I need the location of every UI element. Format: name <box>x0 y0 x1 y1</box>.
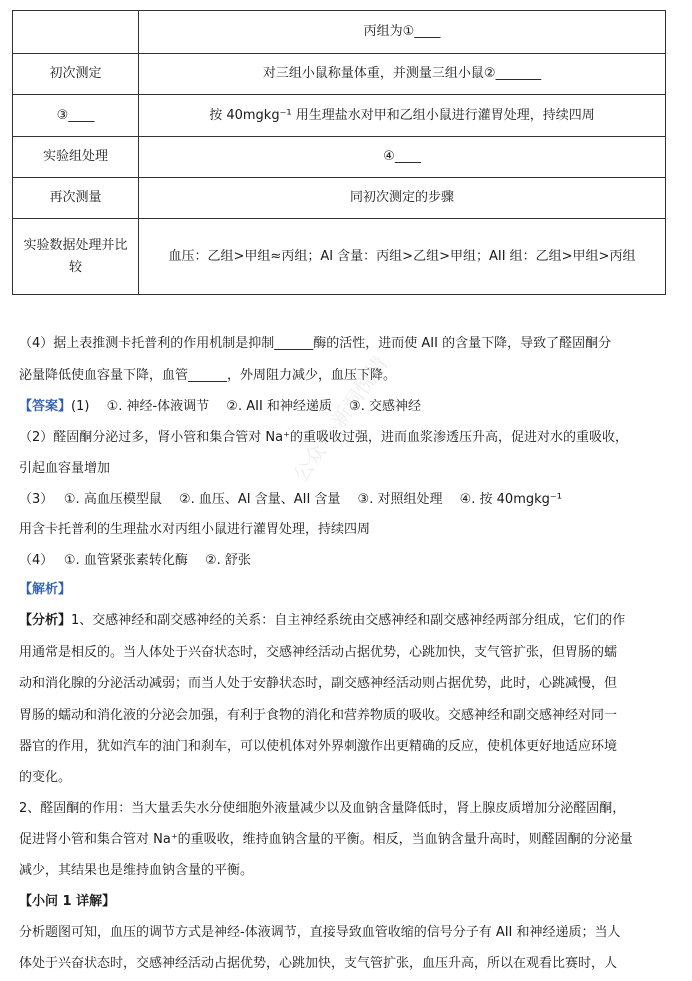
table-cell-content: 血压：乙组>甲组≈丙组；AI 含量：丙组>乙组>甲组；AII 组：乙组>甲组>丙组 <box>139 219 666 295</box>
analysis-line-4: 胃肠的蠕动和消化液的分泌会加强，有利于食物的消化和营养物质的吸收。交感神经和副交感神经对同一 <box>19 708 618 723</box>
answer-2-line-1: （2）醛固酮分泌过多，肾小管和集合管对 Na⁺的重吸收过强，进而血浆渗透压升高，促进对水的重吸收， <box>19 430 628 445</box>
table-cell-step <box>13 219 139 295</box>
cell-line: 实验数据处理并比 <box>23 237 128 253</box>
answer-2-line-2: 引起血容量增加 <box>19 461 111 476</box>
experiment-table <box>12 10 666 295</box>
table-cell-content: ④____ <box>139 137 666 178</box>
aldosterone-line-2: 促进肾小管和集合管对 Na⁺的重吸收，维持血钠含量的平衡。相反，当血钠含量升高时，则醛固酮的分泌量 <box>19 832 633 847</box>
fenxi-text: 1、交感神经和副交感神经的关系：自主神经系统由交感神经和副交感神经两部分组成，它们的作 <box>71 613 626 628</box>
answer-label: 【答案】 <box>19 399 72 414</box>
analysis-line-3: 动和消化腺的分泌活动减弱；而当人处于安静状态时，副交感神经活动则占据优势，此时，心跳减慢，但 <box>19 676 618 691</box>
analysis-line-6: 的变化。 <box>19 770 72 785</box>
table-cell-content: 按 40mgkg⁻¹ 用生理盐水对甲和乙组小鼠进行灌胃处理，持续四周 <box>139 95 666 137</box>
table-cell-step: 初次测定 <box>13 54 139 95</box>
question-4-line-2: 泌量降低使血容量下降，血管______，外周阻力减少，血压下降。 <box>19 368 397 383</box>
table-row <box>13 137 666 178</box>
aldosterone-line-3: 减少，其结果也是维持血钠含量的平衡。 <box>19 863 254 878</box>
answer-3-line-1: （3） ①. 高血压模型鼠 ②. 血压、AI 含量、AII 含量 ③. 对照组处理 ④. 按 40mgkg⁻¹ <box>19 492 562 507</box>
analysis-line-1 <box>19 609 671 628</box>
question-4-line-1: （4）据上表推测卡托普利的作用机制是抑制______酶的活性，进而使 AII 的含量下降，导致了醛固酮分 <box>19 336 612 351</box>
analysis-line-5: 器官的作用，犹如汽车的油门和刹车，可以使机体对外界刺激作出更精确的反应，使机体更好地适应环境 <box>19 739 618 754</box>
cell-line: 较 <box>68 259 82 275</box>
table-cell-content: 丙组为①____ <box>139 11 666 54</box>
table-row <box>13 11 666 54</box>
table-cell-step: ③____ <box>13 95 139 137</box>
fenxi-label: 【分析】 <box>19 613 72 628</box>
table-row <box>13 178 666 219</box>
answer-line-1 <box>19 395 671 414</box>
answer-1-text: (1) ①. 神经-体液调节 ②. AII 和神经递质 ③. 交感神经 <box>71 399 421 414</box>
table-row <box>13 54 666 95</box>
table-cell-step: 再次测量 <box>13 178 139 219</box>
table-cell-content: 对三组小鼠称量体重，并测量三组小鼠②_______ <box>139 54 666 95</box>
analysis-line-2: 用通常是相反的。当人体处于兴奋状态时，交感神经活动占据优势，心跳加快，支气管扩张，但胃肠的蠕 <box>19 645 618 660</box>
table-cell-step <box>13 11 139 54</box>
analysis-label: 【解析】 <box>19 582 72 597</box>
table-cell-step: 实验组处理 <box>13 137 139 178</box>
table-row <box>13 219 666 295</box>
answer-4-line: （4） ①. 血管紧张素转化酶 ②. 舒张 <box>19 553 251 568</box>
detail-1-line-2: 体处于兴奋状态时，交感神经活动占据优势，心跳加快，支气管扩张，血压升高，所以在观看比赛时，人 <box>19 956 618 971</box>
detail-1-line-1: 分析题图可知，血压的调节方式是神经-体液调节，直接导致血管收缩的信号分子有 AII 和神经递质；当人 <box>19 925 621 940</box>
table-row <box>13 95 666 137</box>
watermark-text: 公众号·新洞悦情 <box>288 352 392 487</box>
answer-3-line-2: 用含卡托普利的生理盐水对丙组小鼠进行灌胃处理，持续四周 <box>19 522 371 537</box>
table-cell-content: 同初次测定的步骤 <box>139 178 666 219</box>
detail-1-label: 【小问 1 详解】 <box>19 894 116 909</box>
aldosterone-line-1: 2、醛固酮的作用：当大量丢失水分使细胞外液量减少以及血钠含量降低时，肾上腺皮质增加分泌醛固酮， <box>19 801 626 816</box>
